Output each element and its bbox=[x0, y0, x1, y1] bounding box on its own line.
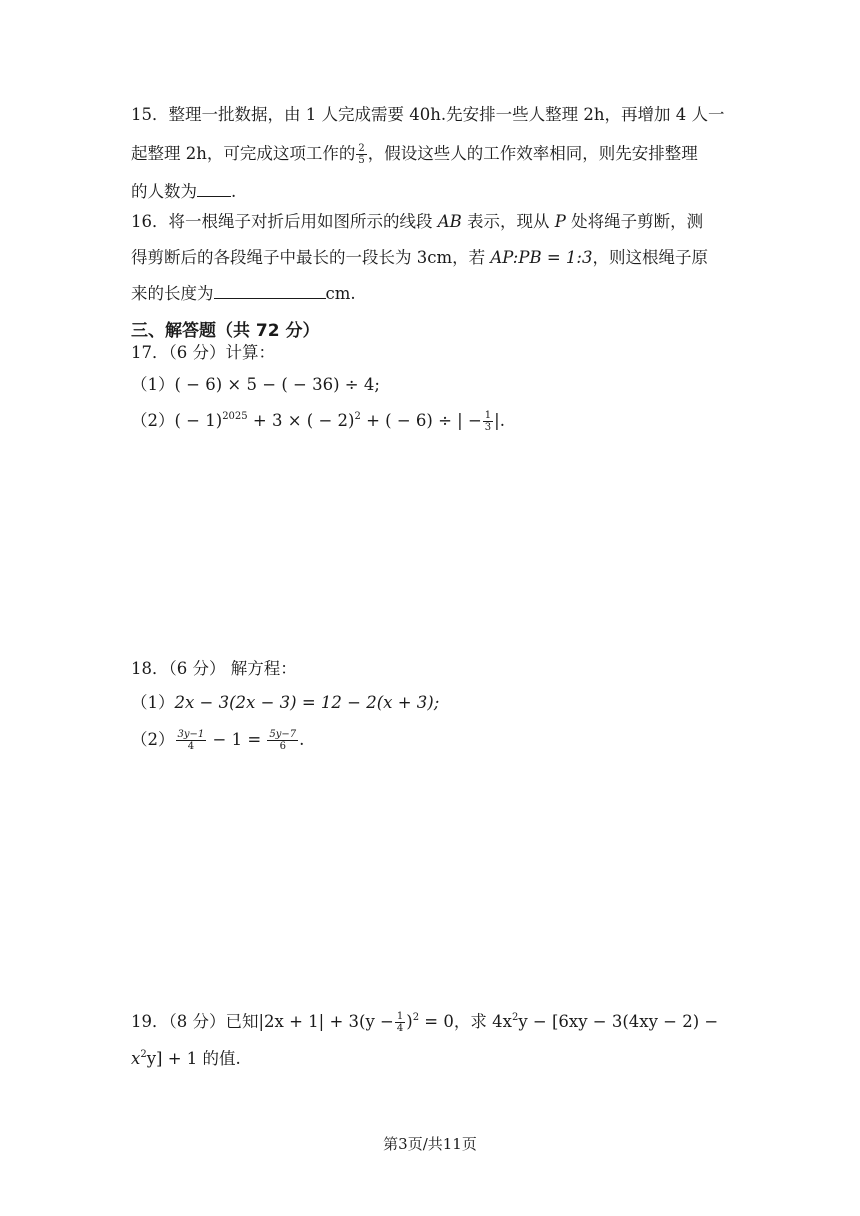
q17-fraction: $\frac{1}{3}$ bbox=[484, 410, 492, 433]
page-footer: 第3页/共11页 bbox=[383, 1135, 477, 1153]
q15-line-2: 起整理 2h，可完成这项工作的 $\frac{2}{5}$ ，假设这些人的工作效率相同，则先安排整理 bbox=[131, 143, 698, 166]
section-title: 三、解答题（共 72 分） bbox=[131, 321, 320, 341]
q18-header: 18．（6 分） 解方程： bbox=[131, 659, 297, 678]
q19-line-1: 19．（8 分）已知|2x + 1| + 3(y − $\frac{1}{4}$ )$^2$ = 0，求 $4x^2y - [6xy - 3(4xy - 2)$ − bbox=[131, 1011, 719, 1034]
q18-part-2: （2） $\frac{3y-1}{4}$ − 1 = $\frac{5y-7}{6}$ . bbox=[131, 729, 305, 752]
q16-line-2: 得剪断后的各段绳子中最长的一段长为 3cm，若 AP:PB = 1:3，则这根绳子原 bbox=[131, 248, 708, 267]
q18-part-1: （1）2x − 3(2x − 3) = 12 − 2(x + 3); bbox=[131, 693, 440, 712]
q16-answer-blank[interactable] bbox=[214, 282, 326, 299]
q15-answer-blank[interactable] bbox=[197, 180, 231, 197]
q18-fraction-right: $\frac{5y-7}{6}$ bbox=[269, 729, 297, 752]
q19-line-2: $x^2y] + 1$ 的值. bbox=[131, 1049, 241, 1068]
q17-part-2: $(2)( - 1)^{2025} + 3$ × ( − 2)$^2$ + ( − 6) ÷ | − $\frac{1}{3}$ |. bbox=[131, 410, 505, 433]
q15-line-3: 的人数为 . bbox=[131, 182, 237, 201]
q17-header: 17．（6 分）计算： bbox=[131, 343, 275, 362]
q17-part-1: （1）( − 6) × 5 − ( − 36) ÷ 4; bbox=[131, 375, 380, 394]
q15-line-1: 15．整理一批数据，由 1 人完成需要 40h.先安排一些人整理 2h，再增加 4 人一 bbox=[131, 105, 725, 124]
q18-fraction-left: $\frac{3y-1}{4}$ bbox=[177, 729, 205, 752]
q19-fraction: $\frac{1}{4}$ bbox=[396, 1011, 404, 1034]
q15-fraction: $\frac{2}{5}$ bbox=[358, 143, 365, 166]
q16-line-1: 16．将一根绳子对折后用如图所示的线段 AB 表示，现从 P 处将绳子剪断，测 bbox=[131, 212, 704, 231]
q16-line-3: 来的长度为 cm. bbox=[131, 284, 356, 303]
